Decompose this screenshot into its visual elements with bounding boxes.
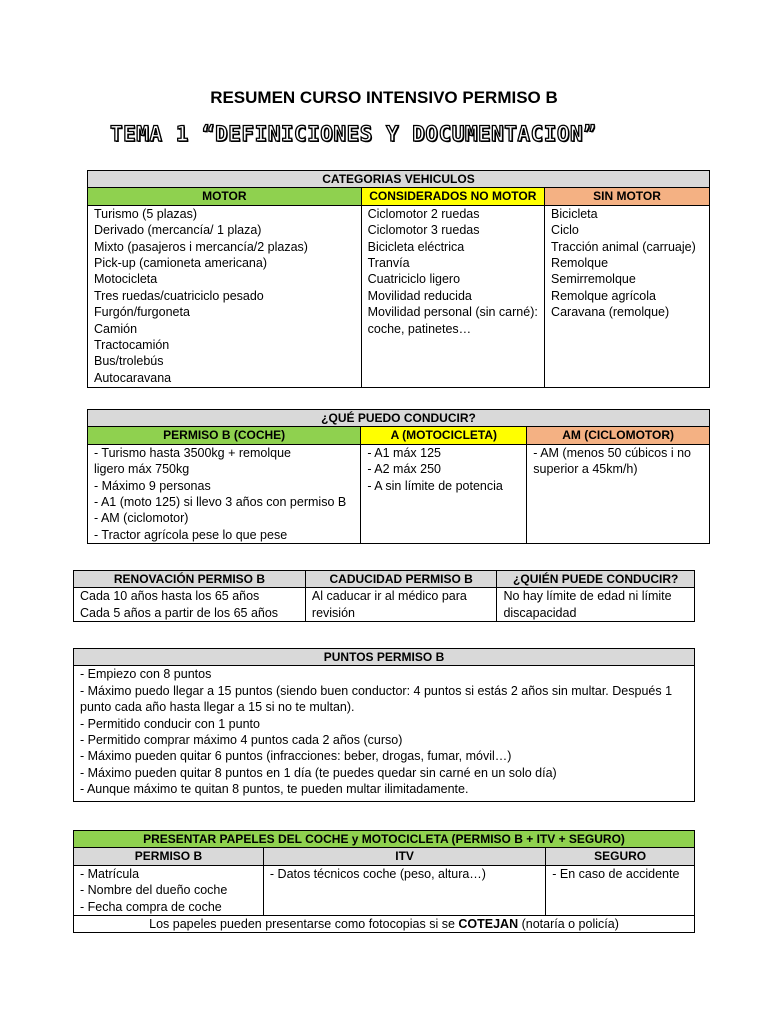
list-item: Turismo (5 plazas) xyxy=(94,206,198,221)
categorias-header: CATEGORIAS VEHICULOS xyxy=(88,171,710,188)
list-item: Movilidad personal (sin carné): coche, patinetes… xyxy=(367,305,538,336)
list-item: - Fecha compra de coche xyxy=(80,899,222,914)
list-item: - Empiezo con 8 puntos xyxy=(80,667,212,682)
col-am: AM (CICLOMOTOR) xyxy=(527,427,710,444)
list-item: Ciclo xyxy=(551,223,579,238)
no-motor-list xyxy=(361,205,544,387)
list-item: Semirremolque xyxy=(551,272,636,287)
col-permiso-b: PERMISO B (COCHE) xyxy=(88,427,361,444)
list-item: Furgón/furgoneta xyxy=(94,305,190,320)
list-item: Remolque agrícola xyxy=(551,288,656,303)
puntos-list xyxy=(74,666,695,801)
col-quien: ¿QUIÉN PUEDE CONDUCIR? xyxy=(497,571,695,588)
papeles-header: PRESENTAR PAPELES DEL COCHE y MOTOCICLETA (PERMISO B + ITV + SEGURO) xyxy=(74,831,695,848)
list-item: Tracción animal (carruaje) xyxy=(551,239,696,254)
puntos-table xyxy=(73,648,695,802)
papeles-permiso-list xyxy=(74,865,264,915)
list-item: Mixto (pasajeros i mercancía/2 plazas) xyxy=(94,239,308,254)
sin-motor-list xyxy=(545,205,710,387)
list-item: - AM (ciclomotor) xyxy=(94,511,189,526)
col-papeles-permiso: PERMISO B xyxy=(74,848,264,865)
list-item: - Máximo 9 personas xyxy=(94,478,211,493)
col-caducidad: CADUCIDAD PERMISO B xyxy=(305,571,497,588)
list-item: Motocicleta xyxy=(94,272,158,287)
list-item: Tractocamión xyxy=(94,338,170,353)
list-item: Tranvía xyxy=(367,256,410,271)
list-item: - Máximo puedo llegar a 15 puntos (siendo buen conductor: 4 puntos si estás 2 años sin multar. Después 1 punto cada año hasta llegar a 15 si no te multan). xyxy=(80,683,673,715)
list-item: Ciclomotor 2 ruedas xyxy=(367,206,480,221)
conducir-header: ¿QUÉ PUEDO CONDUCIR? xyxy=(88,410,710,427)
papeles-seguro-text: - En caso de accidente xyxy=(546,865,695,915)
list-item: - Máximo pueden quitar 6 puntos (infracciones: beber, drogas, fumar, móvil…) xyxy=(80,749,512,764)
papeles-table xyxy=(73,830,695,933)
footer-bold: COTEJAN xyxy=(458,917,519,932)
list-item: Cada 5 años a partir de los 65 años xyxy=(80,605,279,620)
list-item: Pick-up (camioneta americana) xyxy=(94,256,267,271)
list-item: - Permitido conducir con 1 punto xyxy=(80,716,260,731)
document-title: RESUMEN CURSO INTENSIVO PERMISO B xyxy=(210,88,558,107)
conducir-table xyxy=(87,409,710,544)
list-item: Derivado (mercancía/ 1 plaza) xyxy=(94,223,262,238)
puntos-header: PUNTOS PERMISO B xyxy=(74,649,695,666)
list-item: - Aunque máximo te quitan 8 puntos, te pueden multar ilimitadamente. xyxy=(80,782,469,797)
list-item: Cada 10 años hasta los 65 años xyxy=(80,589,260,604)
list-item: Movilidad reducida xyxy=(367,288,472,303)
permiso-b-list xyxy=(88,444,361,543)
list-item: - A sin límite de potencia xyxy=(367,478,503,493)
list-item: Caravana (remolque) xyxy=(551,305,670,320)
col-no-motor: CONSIDERADOS NO MOTOR xyxy=(361,188,544,205)
col-papeles-itv: ITV xyxy=(263,848,545,865)
list-item: - Máximo pueden quitar 8 puntos en 1 día (te puedes quedar sin carné en un solo día) xyxy=(80,765,557,780)
col-motor: MOTOR xyxy=(88,188,362,205)
col-sin-motor: SIN MOTOR xyxy=(545,188,710,205)
list-item: - AM (menos 50 cúbicos i no superior a 45km/h) xyxy=(533,445,691,477)
list-item: Cuatriciclo ligero xyxy=(367,272,461,287)
list-item: Camión xyxy=(94,321,138,336)
list-item: Remolque xyxy=(551,256,609,271)
quien-text: No hay límite de edad ni límite discapacidad xyxy=(497,588,695,622)
renovacion-table xyxy=(73,570,695,622)
papeles-footer xyxy=(74,916,695,933)
categorias-table xyxy=(87,170,710,388)
list-item: - A1 (moto 125) si llevo 3 años con permiso B xyxy=(94,495,347,510)
list-item: Ciclomotor 3 ruedas xyxy=(367,223,480,238)
list-item: - Turismo hasta 3500kg + remolque ligero máx 750kg xyxy=(94,445,291,477)
papeles-itv-text: - Datos técnicos coche (peso, altura…) xyxy=(263,865,545,915)
list-item: Bus/trolebús xyxy=(94,354,164,369)
list-item: Bicicleta eléctrica xyxy=(367,239,465,254)
col-renovacion: RENOVACIÓN PERMISO B xyxy=(74,571,306,588)
list-item: Bicicleta xyxy=(551,206,598,221)
col-a: A (MOTOCICLETA) xyxy=(361,427,527,444)
list-item: Tres ruedas/cuatriciclo pesado xyxy=(94,288,264,303)
renovacion-list xyxy=(74,588,306,622)
list-item: - Permitido comprar máximo 4 puntos cada 2 años (curso) xyxy=(80,733,403,748)
caducidad-text: Al caducar ir al médico para revisión xyxy=(305,588,497,622)
list-item: Autocaravana xyxy=(94,370,172,385)
footer-text-end: (notaría o policía) xyxy=(518,917,619,932)
document-subtitle: TEMA 1 “DEFINICIONES Y DOCUMENTACION” xyxy=(110,122,597,146)
footer-text: Los papeles pueden presentarse como fotocopias si se xyxy=(149,917,459,932)
col-papeles-seguro: SEGURO xyxy=(546,848,695,865)
list-item: - Matrícula xyxy=(80,866,140,881)
list-item: - Tractor agrícola pese lo que pese xyxy=(94,527,288,542)
motor-list xyxy=(88,205,362,387)
list-item: - A1 máx 125 xyxy=(367,445,441,460)
am-list xyxy=(527,444,710,543)
list-item: - Nombre del dueño coche xyxy=(80,883,228,898)
a-list xyxy=(361,444,527,543)
list-item: - A2 máx 250 xyxy=(367,462,441,477)
